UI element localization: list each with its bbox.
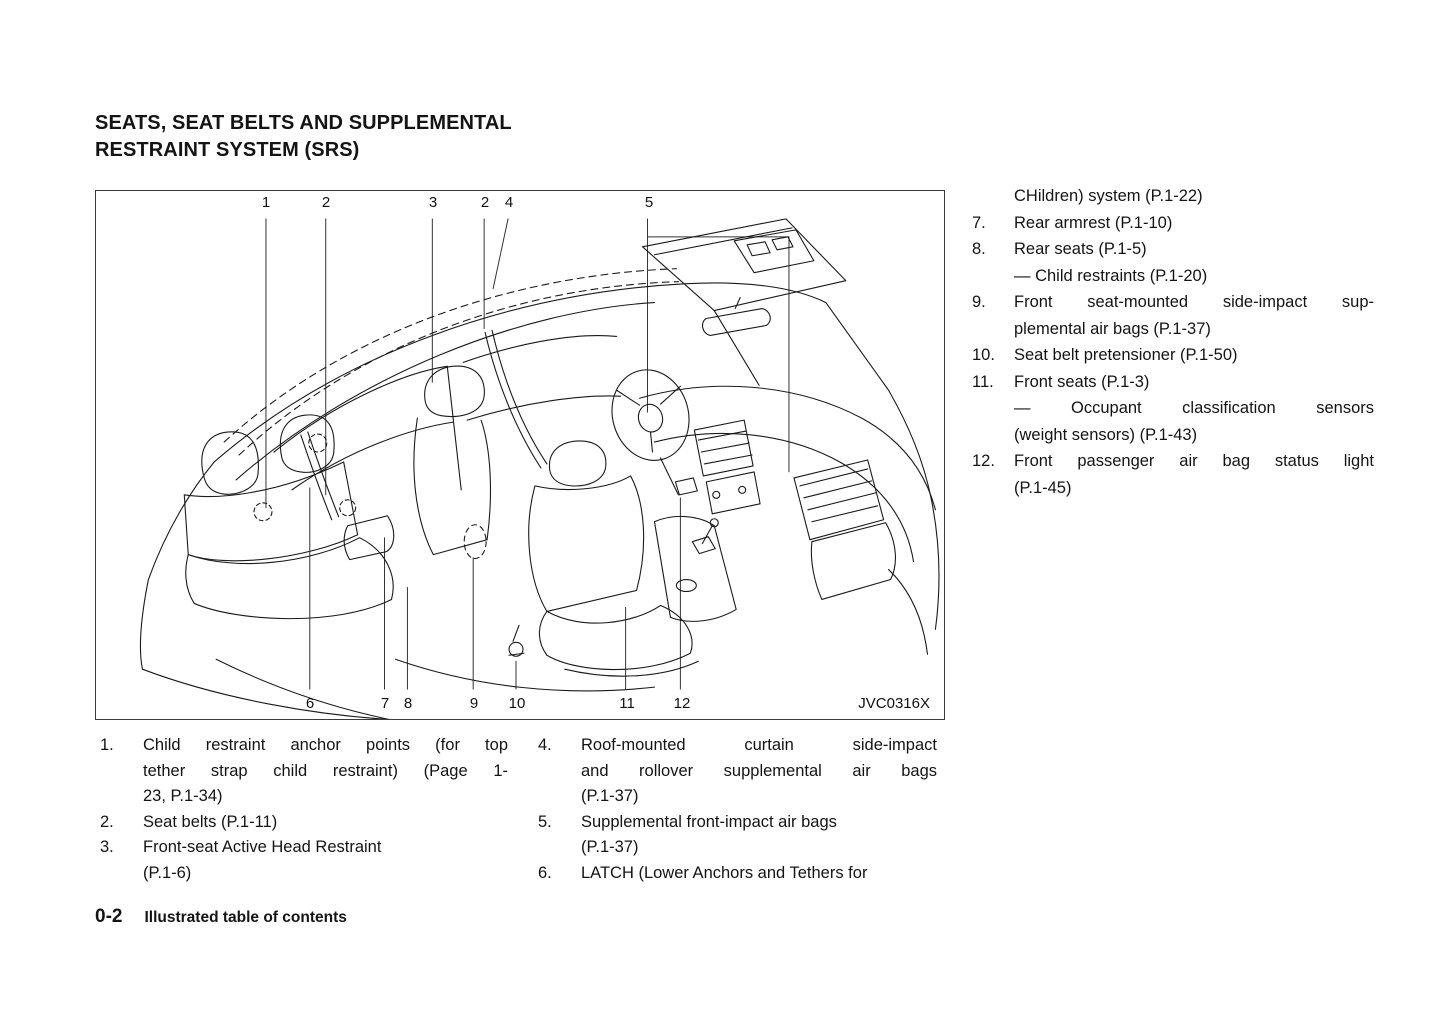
legend-item-number: 1. (100, 736, 114, 754)
toc-item-text (1014, 448, 1374, 501)
overhead-console (643, 219, 846, 311)
legend-item-3 (100, 835, 508, 886)
legend-item-number: 3. (100, 838, 114, 856)
toc-item-text (1014, 263, 1374, 290)
legend-line: Supplemental front-impact air bags (581, 812, 837, 831)
legend-item-text (143, 835, 508, 886)
toc-item-11 (972, 369, 1374, 396)
toc-item-number (972, 395, 1014, 448)
callout-12: 12 (673, 695, 691, 712)
legend-item-5 (538, 810, 937, 861)
callout-leader-lines (266, 219, 789, 689)
toc-item-12 (972, 448, 1374, 501)
legend-item-text (143, 733, 508, 810)
toc-line: Front seat-mounted side-impact sup- (1014, 293, 1374, 311)
toc-line: CHildren) system (P.1-22) (1014, 187, 1203, 205)
toc-item-8 (972, 236, 1374, 263)
toc-item-6-continuation (972, 183, 1374, 210)
toc-line: Front passenger air bag status light (1014, 452, 1374, 470)
rear-seat (184, 415, 393, 619)
page-footer (95, 906, 347, 928)
legend-item-number: 4. (538, 736, 552, 754)
legend-item-text (581, 861, 937, 887)
toc-item-number: 9. (972, 293, 986, 311)
legend-line: Front-seat Active Head Restraint (143, 838, 382, 856)
legend-item-text (581, 733, 937, 810)
callout-10: 10 (508, 695, 526, 712)
legend-line: Roof-mounted curtain side-impact (581, 736, 937, 754)
legend-line: and rollover supplemental air bags (581, 761, 937, 780)
footer-section-label: Illustrated table of contents (144, 909, 347, 926)
legend-column-middle (538, 733, 937, 886)
legend-item-6 (538, 861, 937, 887)
toc-subitem-occupant-sensors (972, 395, 1374, 448)
toc-item-text (1014, 342, 1374, 369)
figure-box (95, 190, 945, 720)
callout-2: 2 (321, 194, 331, 211)
toc-item-text (1014, 369, 1374, 396)
toc-item-text (1014, 289, 1374, 342)
legend-item-number: 2. (100, 812, 114, 831)
toc-item-number: 11. (972, 372, 994, 391)
callout-3: 3 (428, 194, 438, 211)
legend-column-left (100, 733, 508, 886)
legend-line: Child restraint anchor points (for top (143, 736, 508, 754)
callout-9: 9 (469, 695, 479, 712)
driver-seat (414, 330, 547, 558)
legend-line: (P.1-37) (581, 787, 639, 805)
toc-item-10 (972, 342, 1374, 369)
figure-code: JVC0316X (858, 695, 930, 712)
page-title-line-1: SEATS, SEAT BELTS AND SUPPLEMENTAL (95, 112, 512, 134)
page-number: 0-2 (95, 906, 123, 927)
page-title (95, 110, 512, 164)
toc-item-number: 10. (972, 346, 995, 364)
legend-line: 23, P.1-34) (143, 787, 223, 805)
legend-item-text (143, 810, 508, 836)
toc-line: Front seats (P.1-3) (1014, 372, 1150, 391)
toc-item-number (972, 263, 1014, 290)
toc-line: (P.1-45) (1014, 478, 1072, 497)
toc-subitem-child-restraints (972, 263, 1374, 290)
legend-line: tether strap child restraint) (Page 1- (143, 761, 508, 780)
seat-belt-pretensioner (509, 625, 524, 656)
toc-line: Rear seats (P.1-5) (1014, 240, 1147, 258)
legend-line: (P.1-6) (143, 863, 192, 882)
legend-line: Seat belts (P.1-11) (143, 812, 278, 831)
legend-item-number: 6. (538, 863, 552, 882)
callout-4: 4 (504, 194, 514, 211)
legend-item-text (581, 810, 937, 861)
callout-1: 1 (261, 194, 271, 211)
toc-item-7 (972, 210, 1374, 237)
toc-line: — Occupant classification sensors (1014, 399, 1374, 417)
toc-line: Seat belt pretensioner (P.1-50) (1014, 346, 1238, 364)
toc-item-number: 7. (972, 213, 986, 232)
callout-7: 7 (380, 695, 390, 712)
legend-item-number: 5. (538, 812, 552, 831)
page-title-line-2: RESTRAINT SYSTEM (SRS) (95, 139, 360, 161)
toc-item-text (1014, 395, 1374, 448)
steering-wheel (601, 361, 699, 495)
toc-line: Rear armrest (P.1-10) (1014, 213, 1173, 232)
floor-lines (142, 659, 654, 719)
center-console (654, 516, 736, 621)
rearview-mirror (703, 298, 771, 336)
toc-line: (weight sensors) (P.1-43) (1014, 425, 1198, 444)
callout-2b: 2 (480, 194, 490, 211)
roof-and-body-lines (140, 283, 825, 669)
callout-11: 11 (619, 695, 635, 712)
legend-line: LATCH (Lower Anchors and Tethers for (581, 863, 868, 882)
car-interior-illustration (96, 191, 944, 719)
toc-item-number: 12. (972, 452, 995, 470)
passenger-airbag-panel (794, 460, 939, 654)
legend-item-2 (100, 810, 508, 836)
legend-item-4 (538, 733, 937, 810)
toc-item-text (1014, 210, 1374, 237)
toc-item-number (972, 183, 1014, 210)
toc-item-number: 8. (972, 240, 986, 258)
callout-8: 8 (403, 695, 413, 712)
toc-item-text (1014, 236, 1374, 263)
legend-line: (P.1-37) (581, 838, 639, 856)
legend-item-1 (100, 733, 508, 810)
curtain-airbag-dashed-lines (224, 269, 678, 455)
toc-line: plemental air bags (P.1-37) (1014, 319, 1211, 338)
callout-5: 5 (644, 194, 654, 211)
right-column-list (972, 183, 1374, 501)
toc-item-9 (972, 289, 1374, 342)
toc-line: — Child restraints (P.1-20) (1014, 266, 1208, 285)
front-passenger-seat (529, 441, 699, 676)
toc-item-text (1014, 183, 1374, 210)
callout-6: 6 (305, 695, 315, 712)
